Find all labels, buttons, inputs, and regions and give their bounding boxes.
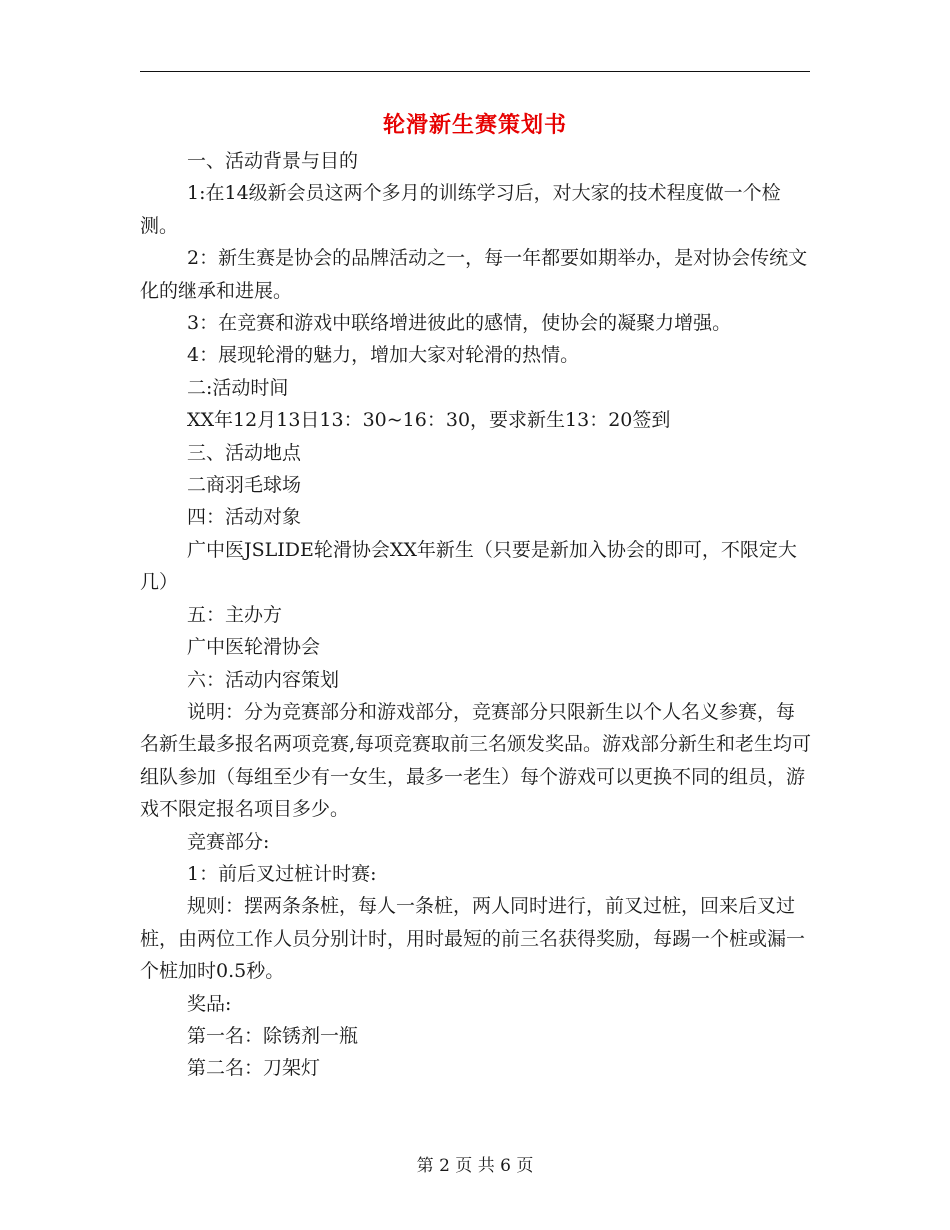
paragraph-rules: 规则：摆两条条桩，每人一条桩，两人同时进行，前叉过桩，回来后叉过桩，由两位工作人员分别计时，用时最短的前三名获得奖励，每踢一个桩或漏一个桩加时0.5秒。 [140, 895, 806, 983]
paragraph-time: XX年12月13日13：30~16：30，要求新生13：20签到 [187, 409, 671, 432]
document-body [140, 145, 812, 1085]
paragraph-purpose-3: 3：在竞赛和游戏中联络增进彼此的感情，使协会的凝聚力增强。 [187, 312, 732, 335]
subheading-event-1: 1：前后叉过桩计时赛: [187, 862, 377, 885]
page-footer: 第 2 页 共 6 页 [416, 1156, 534, 1176]
section-heading-time: 二:活动时间 [187, 376, 289, 399]
section-heading-content: 六：活动内容策划 [187, 668, 340, 691]
document-title: 轮滑新生赛策划书 [382, 112, 567, 138]
prize-first: 第一名：除锈剂一瓶 [187, 1024, 359, 1047]
subheading-prizes: 奖品: [187, 992, 232, 1015]
section-heading-location: 三、活动地点 [187, 441, 302, 464]
section-heading-organizer: 五：主办方 [187, 603, 283, 626]
header-rule [140, 71, 810, 72]
paragraph-purpose-2: 2：新生赛是协会的品牌活动之一，每一年都要如期举办，是对协会传统文化的继承和进展。 [140, 247, 808, 302]
prize-second: 第二名：刀架灯 [187, 1057, 321, 1080]
subheading-competition: 竞赛部分: [187, 830, 270, 853]
section-heading-background: 一、活动背景与目的 [187, 150, 359, 172]
paragraph-audience: 广中医JSLIDE轮滑协会XX年新生（只要是新加入协会的即可，不限定大几） [140, 538, 797, 594]
section-heading-audience: 四：活动对象 [187, 506, 302, 529]
paragraph-organizer: 广中医轮滑协会 [187, 636, 321, 659]
paragraph-purpose-4: 4：展现轮滑的魅力，增加大家对轮滑的热情。 [187, 344, 580, 367]
paragraph-purpose-1: 1:在14级新会员这两个多月的训练学习后，对大家的技术程度做一个检测。 [140, 182, 781, 237]
paragraph-explanation: 说明：分为竞赛部分和游戏部分，竞赛部分只限新生以个人名义参赛，每名新生最多报名两项竞赛,每项竞赛取前三名颁发奖品。游戏部分新生和老生均可组队参加（每组至少有一女生，最多一老生）每个游戏可以更换不同的组员，游戏不限定报名项目多少。 [140, 700, 812, 821]
paragraph-location: 二商羽毛球场 [187, 474, 302, 497]
